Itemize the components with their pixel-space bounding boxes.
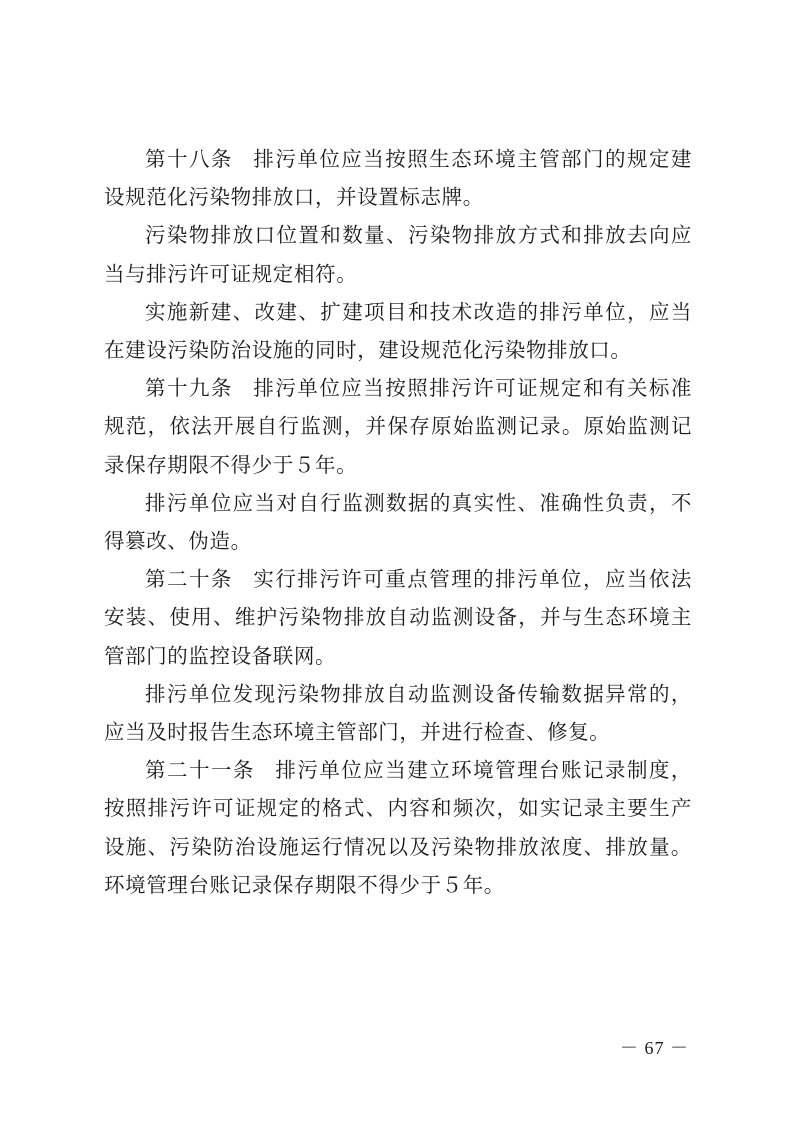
paragraph-article-20 (104, 560, 692, 675)
paragraph-text: 排污单位应当建立环境管理台账记录制度，按照排污许可证规定的格式、内容和频次，如实记录主要生产设施、污染防治设施运行情况以及污染物排放浓度、排放量。环境管理台账记录保存期限不得少于５年。 (104, 758, 692, 897)
paragraph-new-construction (104, 293, 692, 369)
paragraph-article-21 (104, 751, 692, 904)
article-number: 第二十条 (145, 567, 233, 592)
paragraph-article-19 (104, 369, 692, 484)
paragraph-text: 排污单位应当按照排污许可证规定和有关标准规范，依法开展自行监测，并保存原始监测记录。原始监测记录保存期限不得少于５年。 (104, 376, 693, 477)
paragraph-monitoring-data (104, 484, 692, 560)
paragraph-text: 排污单位应当按照生态环境主管部门的规定建设规范化污染物排放口，并设置标志牌。 (104, 147, 693, 210)
paragraph-text: 污染物排放口位置和数量、污染物排放方式和排放去向应当与排污许可证规定相符。 (104, 223, 692, 286)
paragraph-text: 实施新建、改建、扩建项目和技术改造的排污单位，应当在建设污染防治设施的同时，建设规范化污染物排放口。 (104, 299, 692, 363)
paragraph-outlet-position (104, 216, 692, 292)
paragraph-data-anomaly (104, 675, 692, 751)
document-body (104, 140, 692, 904)
page-number: － 67 － (620, 1038, 689, 1058)
article-number: 第十九条 (145, 376, 233, 401)
paragraph-article-18 (104, 140, 692, 216)
article-number: 第十八条 (145, 147, 233, 171)
paragraph-text: 实行排污许可重点管理的排污单位，应当依法安装、使用、维护污染物排放自动监测设备，并与生态环境主管部门的监控设备联网。 (104, 567, 693, 668)
paragraph-text: 排污单位应当对自行监测数据的真实性、准确性负责，不得篡改、伪造。 (104, 490, 692, 554)
paragraph-text: 排污单位发现污染物排放自动监测设备传输数据异常的，应当及时报告生态环境主管部门，并进行检查、修复。 (104, 681, 692, 745)
article-number: 第二十一条 (145, 758, 255, 783)
